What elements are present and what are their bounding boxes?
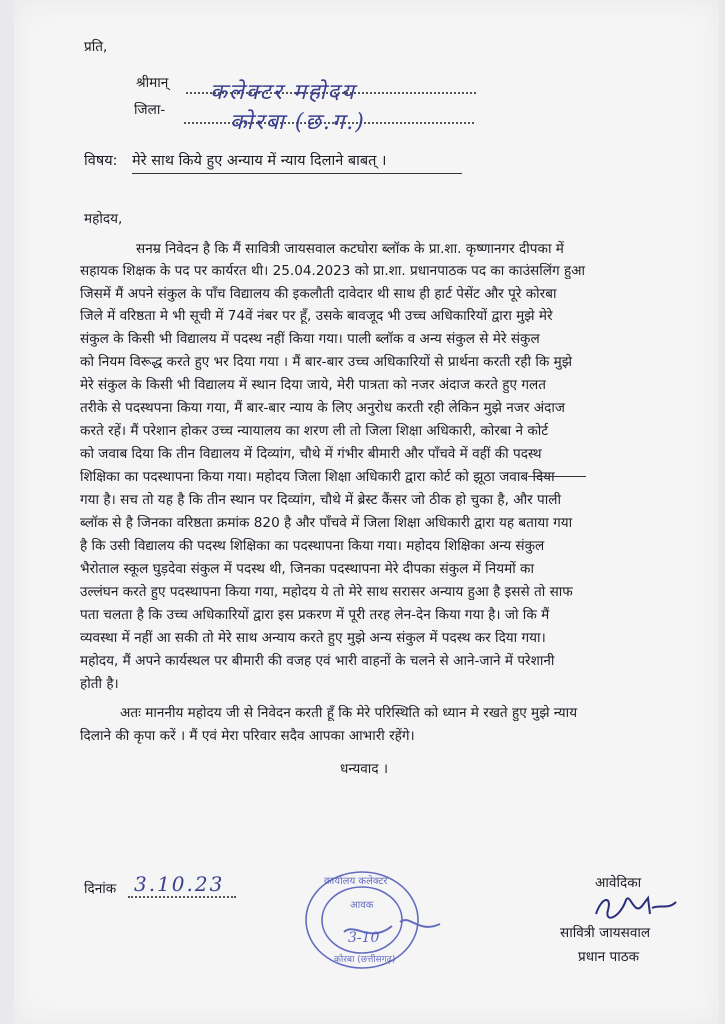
date-dotted-line: [128, 896, 236, 898]
body-line: मेरे संकुल के किसी भी विद्यालय में स्थान दिया जाये, मेरी पात्रता को नजर अंदाज करते हुए गलत: [80, 377, 546, 393]
subject-label: विषय:: [84, 153, 118, 169]
closing-line: अतः माननीय महोदय जी से निवेदन करती हूँ कि मेरे परिस्थिति को ध्यान मे रखते हुए मुझे न्याय: [120, 705, 578, 721]
body-line: व्यवस्था में नहीं आ सकी तो मेरे साथ अन्याय करते हुए मुझे अन्य संकुल में पदस्थ कर दिया गया।: [80, 630, 546, 646]
stamp-outer-text: कार्यालय कलेक्टर: [324, 876, 388, 887]
body-line: ब्लॉक से है जिनका वरिष्ठता क्रमांक 820 है और पाँचवे में जिला शिक्षा अधिकारी द्वारा यह बताया गया: [80, 515, 573, 531]
body-line: सहायक शिक्षक के पद पर कार्यरत थी। 25.04.2023 को प्रा.शा. प्रधानपाठक पद का काउंसलिंग हुआ: [80, 263, 586, 279]
body-line: भैरोताल स्कूल घुड़देवा संकुल में पदस्थ थी, जिनका पदस्थापना मेरे दीपका संकुल में नियमों का: [80, 561, 535, 577]
body-line: गया है। सच तो यह है कि तीन स्थान पर दिव्यांग, चौथे में ब्रेस्ट कैंसर जो ठीक हो चुका है, और पाली: [80, 492, 562, 508]
jila-label: जिला-: [134, 102, 166, 118]
body-line: तरीके से पदस्थपना किया गया, मैं बार-बार न्याय के लिए अनुरोध करती रही लेकिन मुझे नजर अंदाज: [80, 400, 565, 416]
applicant-designation: प्रधान पाठक: [578, 949, 640, 965]
thanks-text: धन्यवाद ।: [340, 761, 389, 777]
body-line: पता चलता है कि उच्च अधिकारियों द्वारा इस प्रकरण में पूरी तरह लेन-देन किया गया है। जो कि मैं: [80, 607, 550, 623]
body-line: संकुल के किसी भी विद्यालय में पदस्थ नहीं किया गया। पाली ब्लॉक व अन्य संकुल से मेरे संकुल: [80, 331, 540, 347]
body-line: जिले में वरिष्ठता मे भी सूची में 74वें नंबर पर हूँ, उसके बावजूद भी उच्च अधिकारियों द्वारा मुझे मेरे: [80, 308, 553, 324]
strikethrough-mark: [528, 476, 586, 477]
closing-line: दिलाने की कृपा करें । मैं एवं मेरा परिवार सदैव आपका आभारी रहेंगे।: [80, 728, 415, 744]
subject-underline: [132, 173, 462, 174]
stamp-inner-text: आवक: [350, 900, 374, 911]
shriman-label: श्रीमान्: [136, 75, 169, 91]
to-label: प्रति,: [84, 39, 108, 55]
salutation: महोदय,: [84, 211, 123, 227]
date-handwritten-value: 3.10.23: [134, 872, 225, 896]
body-line: करते रहें। मैं परेशान होकर उच्च न्यायालय का शरण ली तो जिला शिक्षा अधिकारी, कोरबा ने कोर्ट: [80, 423, 549, 439]
body-line: को जवाब दिया कि तीन विद्यालय में दिव्यांग, चौथे में गंभीर बीमारी और पाँचवे में वहीं की पदस्थ: [80, 446, 542, 462]
stamp-bottom-text: कोरबा (छत्तीसगढ़): [334, 955, 396, 965]
shriman-handwritten-value: कलेक्टर महोदय: [210, 80, 356, 105]
body-line: उल्लंघन करते हुए पदस्थापना किया गया, महोदय ये तो मेरे साथ सरासर अन्याय हुआ है इससे तो साफ: [80, 584, 573, 600]
jila-handwritten-value: कोरबा (छ.ग.): [230, 110, 366, 135]
subject-text: मेरे साथ किये हुए अन्याय में न्याय दिलाने बाबत् ।: [132, 153, 387, 169]
body-line: को नियम विरूद्ध करते हुए भर दिया गया । मैं बार-बार उच्च अधिकारियों से प्रार्थना करती रही कि मुझे: [80, 354, 573, 370]
body-line: सनम्र निवेदन है कि मैं सावित्री जायसवाल कटघोरा ब्लॉक के प्रा.शा. कृष्णानगर दीपका में: [136, 241, 564, 257]
office-stamp-icon: [300, 862, 450, 972]
date-label: दिनांक: [84, 881, 117, 897]
stamp-date: 3-10: [348, 930, 380, 946]
body-line: होती है।: [80, 676, 119, 692]
body-line: है कि उसी विद्यालय की पदस्थ शिक्षिका का पदस्थापना किया गया। महोदय शिक्षिका अन्य संकुल: [80, 538, 545, 554]
body-line: महोदय, मैं अपने कार्यस्थल पर बीमारी की वजह एवं भारी वाहनों के चलने से आने-जाने में परेशानी: [80, 653, 555, 669]
applicant-role: आवेदिका: [595, 875, 642, 891]
applicant-name: सावित्री जायसवाल: [560, 925, 651, 941]
body-line: शिक्षिका का पदस्थापना किया गया। महोदय जिला शिक्षा अधिकारी द्वारा कोर्ट को झूठा जवाब दिया: [80, 469, 555, 485]
signature-icon: [590, 888, 680, 922]
body-line: जिसमें मैं अपने संकुल के पाँच विद्यालय की इकलौती दावेदार थी साथ ही हार्ट पेसेंट और पूरे कोरबा: [80, 286, 557, 302]
